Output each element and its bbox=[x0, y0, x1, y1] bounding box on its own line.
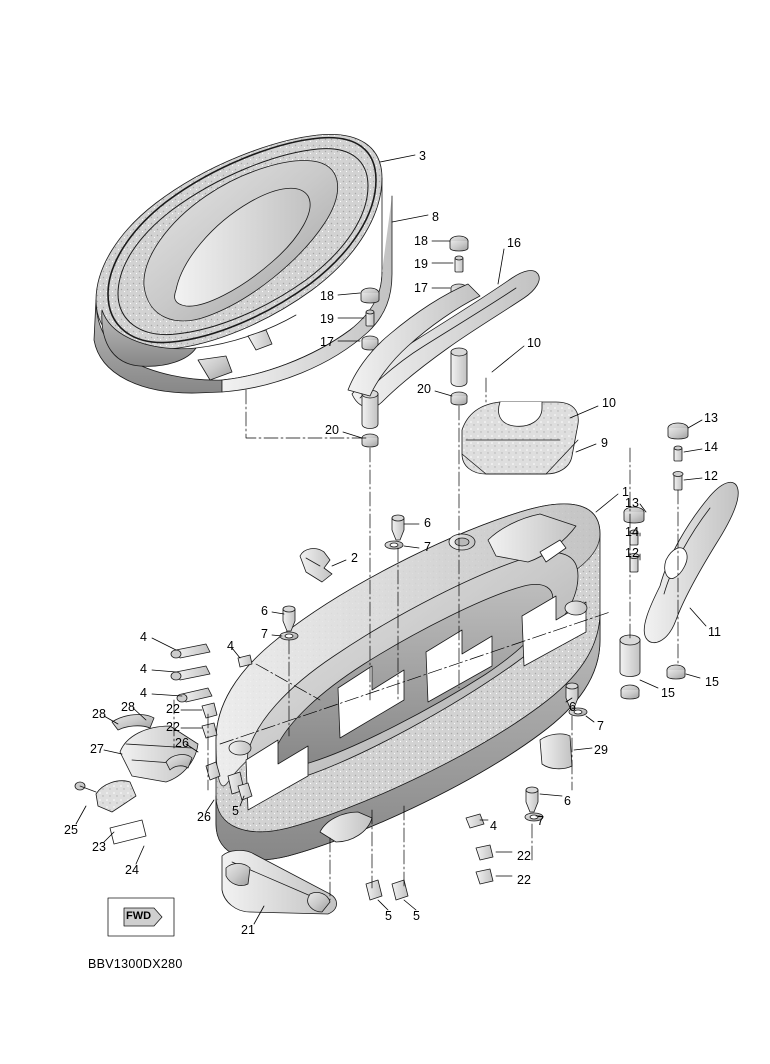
callout-number: 24 bbox=[125, 863, 139, 877]
callout-number: 29 bbox=[594, 743, 608, 757]
callout-number: 22 bbox=[517, 873, 531, 887]
part-9-bracket bbox=[462, 402, 578, 474]
callout-number: 9 bbox=[601, 436, 608, 450]
callout-number: 22 bbox=[166, 720, 180, 734]
callout-number: 2 bbox=[351, 551, 358, 565]
callout-number: 19 bbox=[320, 312, 334, 326]
callout-number: 20 bbox=[417, 382, 431, 396]
fastener-group-22-right bbox=[466, 814, 493, 884]
callout-number: 20 bbox=[325, 423, 339, 437]
fastener-group-6-7-b bbox=[280, 606, 298, 640]
callout-number: 18 bbox=[414, 234, 428, 248]
callout-number: 5 bbox=[385, 909, 392, 923]
callout-number: 22 bbox=[166, 702, 180, 716]
part-2-clip bbox=[300, 549, 332, 582]
callout-number: 8 bbox=[432, 210, 439, 224]
callout-number: 7 bbox=[261, 627, 268, 641]
part-1-storage-box bbox=[216, 504, 600, 860]
callout-number: 19 bbox=[414, 257, 428, 271]
callout-number: 14 bbox=[625, 525, 639, 539]
callout-number: 15 bbox=[661, 686, 675, 700]
callout-number: 7 bbox=[537, 814, 544, 828]
callout-number: 10 bbox=[602, 396, 616, 410]
callout-number: 4 bbox=[490, 819, 497, 833]
callout-number: 6 bbox=[564, 794, 571, 808]
callout-number: 5 bbox=[232, 804, 239, 818]
callout-number: 4 bbox=[140, 662, 147, 676]
callout-number: 16 bbox=[507, 236, 521, 250]
callout-number: 4 bbox=[140, 686, 147, 700]
part-code-label: BBV1300DX280 bbox=[88, 957, 183, 971]
callout-number: 25 bbox=[64, 823, 78, 837]
fastener-group-right-b bbox=[624, 507, 644, 572]
callout-number: 23 bbox=[92, 840, 106, 854]
callout-number: 5 bbox=[413, 909, 420, 923]
callout-number: 4 bbox=[227, 639, 234, 653]
fastener-group-22-left bbox=[202, 703, 217, 738]
callout-number: 15 bbox=[705, 675, 719, 689]
callout-number: 6 bbox=[261, 604, 268, 618]
callout-number: 7 bbox=[597, 719, 604, 733]
callout-number: 26 bbox=[197, 810, 211, 824]
fastener-group-6-7-a bbox=[385, 515, 404, 549]
callout-number: 6 bbox=[424, 516, 431, 530]
callout-number: 10 bbox=[527, 336, 541, 350]
callout-number: 17 bbox=[414, 281, 428, 295]
seat-assembly bbox=[94, 134, 392, 393]
part-21-crossbar bbox=[222, 850, 337, 914]
callout-number: 1 bbox=[622, 485, 629, 499]
callout-number: 12 bbox=[625, 546, 639, 560]
callout-number: 17 bbox=[320, 335, 334, 349]
callout-number: 3 bbox=[419, 149, 426, 163]
callout-number: 6 bbox=[569, 700, 576, 714]
callout-number: 22 bbox=[517, 849, 531, 863]
callout-number: 11 bbox=[708, 625, 721, 639]
part-29-plate bbox=[540, 734, 572, 769]
callout-number: 14 bbox=[704, 440, 718, 454]
callout-number: 7 bbox=[424, 540, 431, 554]
callout-number: 18 bbox=[320, 289, 334, 303]
callout-number: 27 bbox=[90, 742, 104, 756]
fwd-label: FWD bbox=[126, 910, 152, 922]
callout-number: 26 bbox=[175, 736, 189, 750]
callout-number: 12 bbox=[704, 469, 718, 483]
callout-number: 13 bbox=[625, 496, 639, 510]
callout-number: 28 bbox=[92, 707, 106, 721]
callout-number: 13 bbox=[704, 411, 718, 425]
callout-number: 21 bbox=[241, 923, 255, 937]
callout-number: 28 bbox=[121, 700, 135, 714]
callout-number: 4 bbox=[140, 630, 147, 644]
